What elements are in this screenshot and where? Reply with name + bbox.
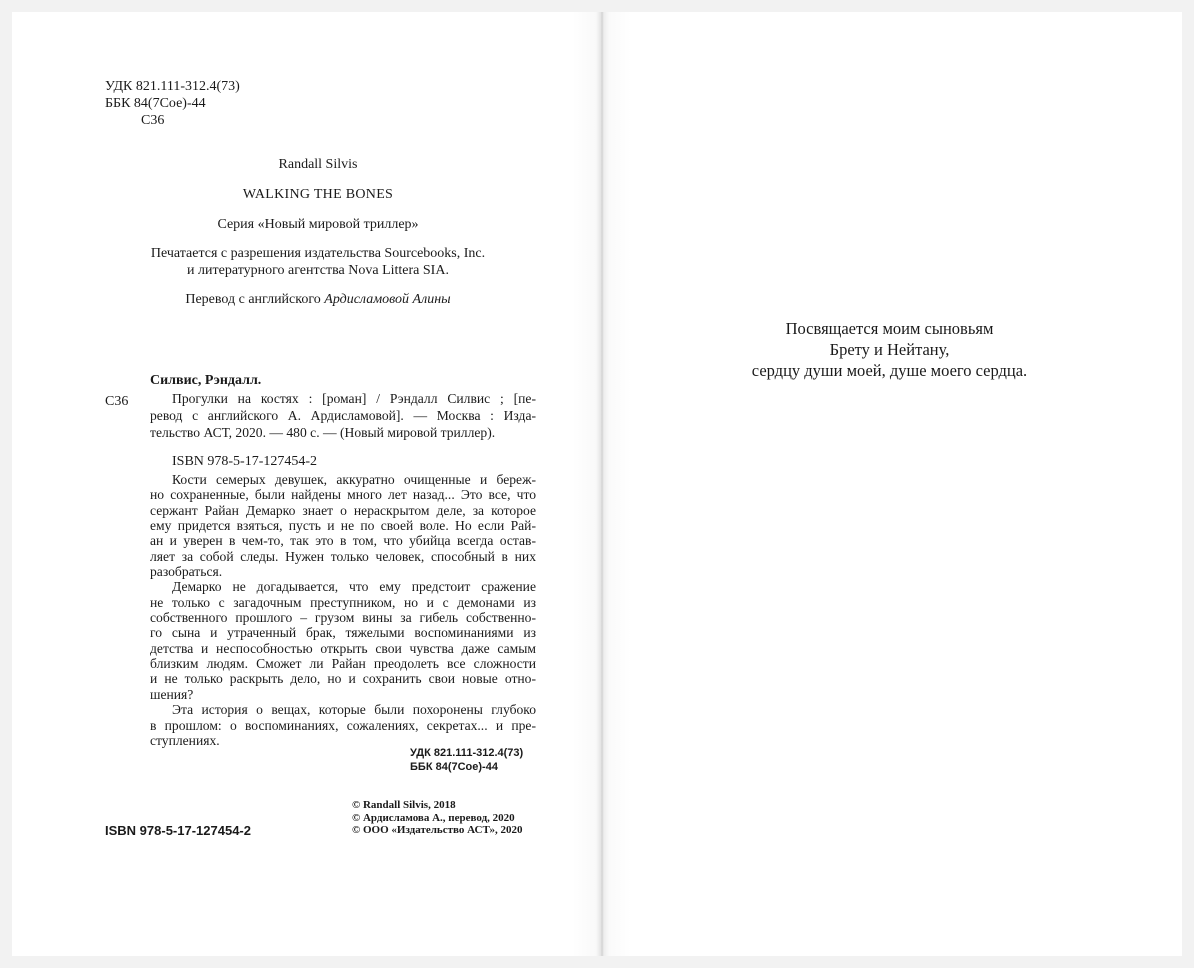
catalog-line: Прогулки на костях : [роман] / Рэндалл Силвис ; [пе-	[172, 391, 536, 406]
book-spread	[12, 12, 1182, 956]
annotation-line: собственного прошлого – грузом вины за гибель собственно-	[150, 610, 536, 626]
classification-codes-top	[105, 78, 240, 129]
original-author: Randall Silvis	[278, 157, 358, 172]
translator-name: Ардисламовой Алины	[324, 292, 451, 307]
permission-notice	[12, 245, 624, 279]
annotation-line: разобраться.	[150, 564, 223, 580]
series-line: Серия «Новый мировой триллер»	[217, 217, 419, 232]
catalog-author: Силвис, Рэндалл.	[150, 373, 262, 388]
dedication	[597, 318, 1182, 381]
annotation-line: сержант Райан Демарко знает о нераскрытом деле, за которое	[150, 502, 536, 518]
annotation-line: не только с загадочным преступником, но и с демонами из	[150, 594, 536, 610]
annotation-line: но сохраненные, были найдены много лет назад... Это все, что	[150, 487, 536, 503]
permission-line: Печатается с разрешения издательства Sourcebooks, Inc.	[150, 246, 486, 261]
dedication-line: Посвящается моим сыновьям	[785, 319, 994, 338]
bbk-code: ББК 84(7Сое)-44	[410, 761, 498, 773]
dedication-line: Брету и Нейтану,	[829, 340, 950, 359]
annotation-line: Эта история о вещах, которые были похоронены глубоко	[172, 702, 536, 718]
annotation-line: детства и неспособностью открыть свои чувства даже самым	[150, 640, 536, 656]
annotation-line: ан и уверен в чем-то, так это в том, что убийца всегда остав-	[150, 533, 536, 549]
annotation-line: ляет за собой следы. Нужен только человек, способный в них	[150, 548, 536, 564]
annotation-line: Демарко не догадывается, что ему предстоит сражение	[172, 579, 536, 595]
dedication-line: сердцу души моей, душе моего сердца.	[751, 361, 1028, 380]
author-sign: С36	[141, 113, 165, 128]
copyright-line: © Randall Silvis, 2018	[352, 799, 456, 811]
annotation-line: ему придется взяться, пусть и не по своей воле. Но если Рай-	[150, 518, 536, 534]
bbk-code: ББК 84(7Сое)-44	[105, 96, 206, 111]
copyright-line: © Ардисламова А., перевод, 2020	[352, 811, 515, 824]
copyright-block	[352, 799, 523, 837]
isbn-bottom: ISBN 978-5-17-127454-2	[105, 823, 251, 838]
catalog-isbn: ISBN 978-5-17-127454-2	[172, 454, 318, 469]
copyright-line: © ООО «Издательство АСТ», 2020	[352, 824, 523, 836]
catalog-code: С36	[105, 394, 129, 409]
annotation-line: Кости семерых девушек, аккуратно очищенные и береж-	[172, 472, 536, 487]
annotation-line: шения?	[150, 686, 194, 702]
classification-codes-bottom	[410, 746, 523, 774]
left-page	[12, 12, 597, 956]
right-page	[597, 12, 1182, 956]
catalog-line: ревод с английского А. Ардисламовой]. — Москва : Изда-	[150, 408, 536, 423]
translation-credit	[12, 291, 624, 309]
translation-prefix: Перевод с английского	[185, 292, 325, 307]
catalog-line: тельство АСТ, 2020. — 480 с. — (Новый мировой триллер).	[150, 425, 496, 440]
original-title: WALKING THE BONES	[242, 187, 394, 202]
annotation-line: ступлениях.	[150, 732, 220, 748]
permission-line: и литературного агентства Nova Littera SIA.	[187, 263, 449, 278]
annotation-line: го сына и утраченный брак, тяжелыми воспоминаниями из	[150, 625, 536, 641]
annotation-line: в прошлом: о воспоминаниях, сожалениях, секретах... и пре-	[150, 717, 536, 733]
udk-code: УДК 821.111-312.4(73)	[410, 747, 524, 759]
catalog-description	[150, 390, 536, 441]
annotation-line: и не только раскрыть дело, но и сохранить свои новые отно-	[150, 671, 536, 687]
annotation-line: близким людям. Сможет ли Райан преодолеть все сложности	[150, 656, 536, 672]
udk-code: УДК 821.111-312.4(73)	[105, 79, 240, 94]
annotation	[150, 472, 536, 748]
